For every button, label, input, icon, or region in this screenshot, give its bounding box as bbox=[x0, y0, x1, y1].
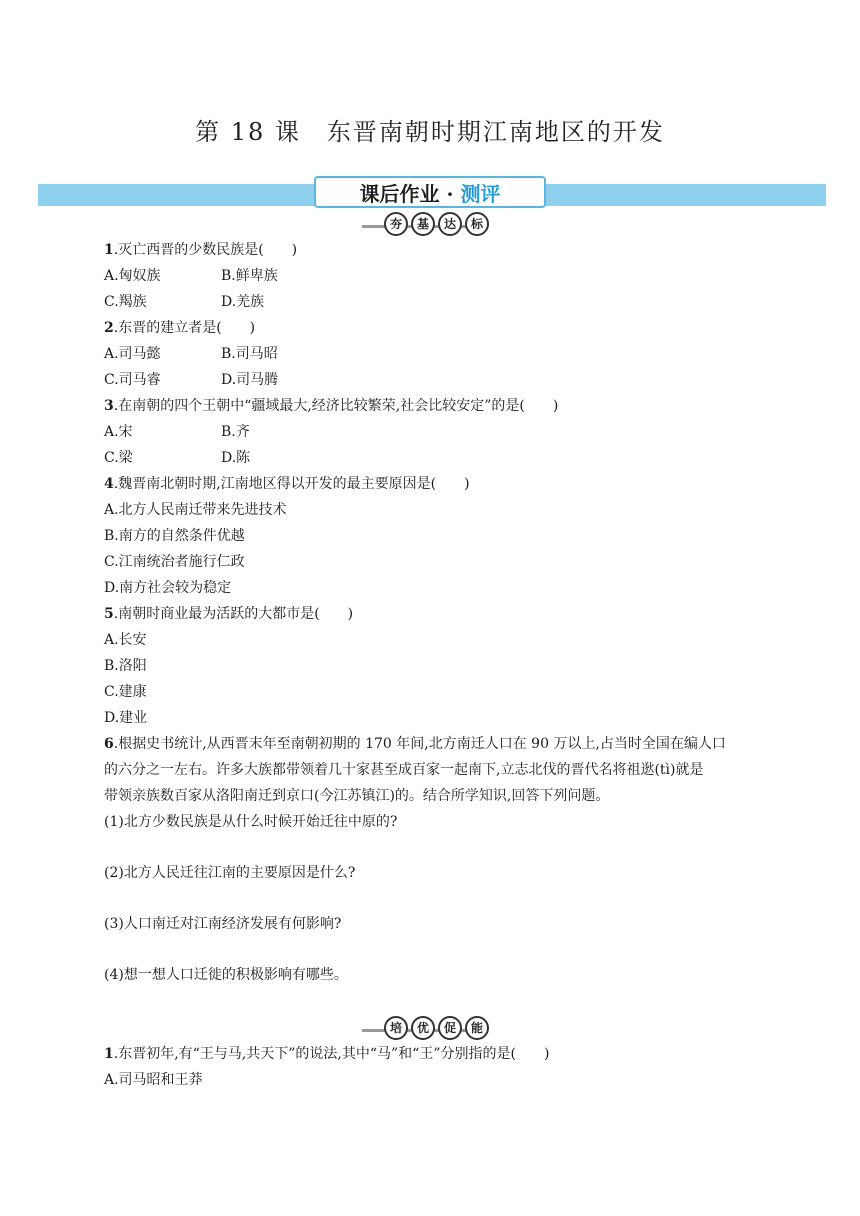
question-6-line-2: 的六分之一左右。许多大族都带领着几十家甚至成百家一起南下,立志北伐的晋代名将祖逖(tì)就是 bbox=[104, 762, 704, 778]
question-5-option-c: C.建康 bbox=[104, 684, 147, 700]
advanced-question-1-stem: 1.东晋初年,有“王与马,共天下”的说法,其中“马”和“王”分别指的是( ) bbox=[104, 1046, 550, 1062]
question-6-sub-2: (2)北方人民迁往江南的主要原因是什么? bbox=[104, 865, 356, 881]
question-5-option-b: B.洛阳 bbox=[104, 658, 147, 674]
question-1-option-c: C.羯族 bbox=[104, 294, 147, 310]
advanced-question-1-option-a: A.司马昭和王莽 bbox=[104, 1072, 203, 1088]
question-6-sub-4: (4)想一想人口迁徙的积极影响有哪些。 bbox=[104, 967, 348, 983]
question-3-option-c: C.梁 bbox=[104, 450, 133, 466]
question-6-sub-3: (3)人口南迁对江南经济发展有何影响? bbox=[104, 916, 342, 932]
question-4-option-a: A.北方人民南迁带来先进技术 bbox=[104, 502, 287, 518]
question-5-stem: 5.南朝时商业最为活跃的大都市是( ) bbox=[104, 606, 354, 622]
question-3-stem: 3.在南朝的四个王朝中“疆域最大,经济比较繁荣,社会比较安定”的是( ) bbox=[104, 398, 559, 414]
question-4-stem: 4.魏晋南北朝时期,江南地区得以开发的最主要原因是( ) bbox=[104, 476, 470, 492]
question-2-option-c: C.司马睿 bbox=[104, 372, 161, 388]
question-6-line-3: 带领亲族数百家从洛阳南迁到京口(今江苏镇江)的。结合所学知识,回答下列问题。 bbox=[104, 788, 610, 804]
question-1-option-b: B.鲜卑族 bbox=[221, 268, 278, 284]
section-label-basic bbox=[0, 212, 860, 236]
question-2-option-a: A.司马懿 bbox=[104, 346, 161, 362]
question-2-stem: 2.东晋的建立者是( ) bbox=[104, 320, 256, 336]
question-4-option-c: C.江南统治者施行仁政 bbox=[104, 554, 245, 570]
question-3-option-d: D.陈 bbox=[221, 450, 251, 466]
question-1-stem: 1.灭亡西晋的少数民族是( ) bbox=[104, 242, 298, 258]
banner-box bbox=[314, 176, 546, 208]
section-char: 优 bbox=[411, 1016, 435, 1040]
page-title: 第 18 课 东晋南朝时期江南地区的开发 bbox=[195, 118, 665, 146]
question-1-option-d: D.羌族 bbox=[221, 294, 265, 310]
banner-highlight-text: 测评 bbox=[460, 182, 501, 206]
section-banner bbox=[38, 176, 826, 210]
section-char: 夯 bbox=[384, 212, 408, 236]
question-5-option-d: D.建业 bbox=[104, 710, 148, 726]
section-char: 达 bbox=[438, 212, 462, 236]
question-6-sub-1: (1)北方少数民族是从什么时候开始迁往中原的? bbox=[104, 814, 398, 830]
section-char: 标 bbox=[465, 212, 489, 236]
question-5-option-a: A.长安 bbox=[104, 632, 147, 648]
section-char: 培 bbox=[384, 1016, 408, 1040]
question-4-option-d: D.南方社会较为稳定 bbox=[104, 580, 232, 596]
question-1-option-a: A.匈奴族 bbox=[104, 268, 161, 284]
banner-main-text: 课后作业 · bbox=[359, 182, 461, 206]
section-char: 基 bbox=[411, 212, 435, 236]
question-2-option-d: D.司马腾 bbox=[221, 372, 279, 388]
section-label-advanced bbox=[0, 1016, 860, 1040]
question-3-option-a: A.宋 bbox=[104, 424, 133, 440]
question-4-option-b: B.南方的自然条件优越 bbox=[104, 528, 245, 544]
question-6-line-1: 6.根据史书统计,从西晋末年至南朝初期的 170 年间,北方南迁人口在 90 万以上,占当时全国在编人口 bbox=[104, 736, 726, 752]
question-2-option-b: B.司马昭 bbox=[221, 346, 278, 362]
section-char: 能 bbox=[465, 1016, 489, 1040]
section-char: 促 bbox=[438, 1016, 462, 1040]
question-3-option-b: B.齐 bbox=[221, 424, 250, 440]
